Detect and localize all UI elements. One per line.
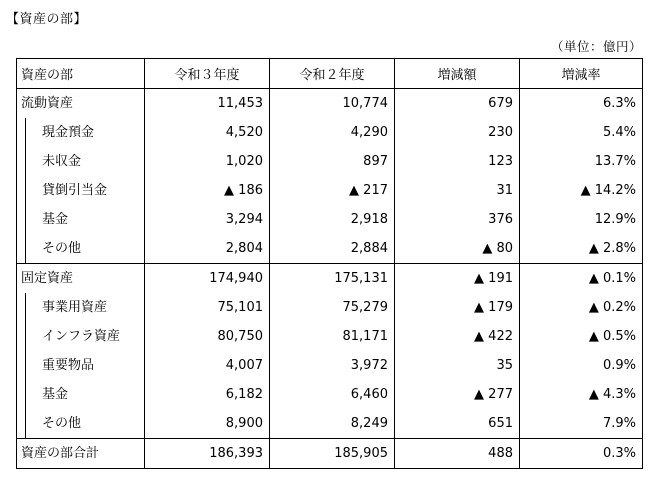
assets-table (16, 58, 643, 469)
header-cell-change-rate: 増減率 (520, 59, 643, 89)
table-row-sub (17, 205, 643, 234)
row-label (17, 322, 145, 351)
value-fy2020: 897 (270, 147, 395, 176)
value-fy2021: 186,393 (145, 439, 270, 469)
value-change-rate: 0.3% (520, 439, 643, 469)
value-fy2021: 80,750 (145, 322, 270, 351)
value-change-amount: 230 (395, 118, 520, 147)
row-label-text: 未収金 (25, 147, 144, 176)
row-label (17, 409, 145, 439)
table-row-sub (17, 147, 643, 176)
value-change-rate: ▲ 14.2% (520, 176, 643, 205)
table-row-sub (17, 409, 643, 439)
value-change-amount: ▲ 179 (395, 293, 520, 322)
value-fy2020: 6,460 (270, 380, 395, 409)
value-change-amount: ▲ 80 (395, 234, 520, 264)
value-fy2021: 4,520 (145, 118, 270, 147)
value-fy2021: 174,940 (145, 264, 270, 294)
row-label-text: インフラ資産 (25, 322, 144, 351)
value-change-rate: 12.9% (520, 205, 643, 234)
row-label-text: 現金預金 (25, 118, 144, 147)
table-row-group (17, 89, 643, 119)
value-change-rate: 13.7% (520, 147, 643, 176)
value-fy2021: ▲ 186 (145, 176, 270, 205)
value-fy2020: 8,249 (270, 409, 395, 439)
value-change-rate: ▲ 4.3% (520, 380, 643, 409)
value-fy2021: 4,007 (145, 351, 270, 380)
value-fy2021: 11,453 (145, 89, 270, 119)
value-change-amount: 31 (395, 176, 520, 205)
value-fy2020: 185,905 (270, 439, 395, 469)
value-change-amount: 123 (395, 147, 520, 176)
row-label-text: その他 (25, 234, 144, 263)
row-label-text: 基金 (25, 205, 144, 234)
row-label (17, 118, 145, 147)
value-change-amount: ▲ 191 (395, 264, 520, 294)
value-change-amount: 35 (395, 351, 520, 380)
header-cell-change-amount: 増減額 (395, 59, 520, 89)
header-cell-category: 資産の部 (17, 59, 145, 89)
section-heading: 【資産の部】 (6, 12, 88, 27)
value-change-rate: ▲ 2.8% (520, 234, 643, 264)
value-fy2020: 10,774 (270, 89, 395, 119)
value-fy2020: 3,972 (270, 351, 395, 380)
table-row-sub (17, 118, 643, 147)
row-label: 固定資産 (17, 264, 145, 294)
table-row-sub (17, 176, 643, 205)
value-fy2020: 75,279 (270, 293, 395, 322)
row-label (17, 293, 145, 322)
unit-note: （単位：億円） (550, 39, 642, 54)
table-row-sub (17, 322, 643, 351)
value-change-amount: ▲ 422 (395, 322, 520, 351)
value-fy2021: 75,101 (145, 293, 270, 322)
value-fy2021: 6,182 (145, 380, 270, 409)
value-fy2020: 2,884 (270, 234, 395, 264)
value-change-rate: 6.3% (520, 89, 643, 119)
table-row-sub (17, 234, 643, 264)
row-label-text: 事業用資産 (25, 293, 144, 322)
header-cell-fy2021: 令和３年度 (145, 59, 270, 89)
row-label: 流動資産 (17, 89, 145, 119)
value-change-amount: 376 (395, 205, 520, 234)
value-fy2021: 8,900 (145, 409, 270, 439)
row-label-text: 重要物品 (25, 351, 144, 380)
row-label-text: その他 (25, 409, 144, 438)
value-change-rate: 7.9% (520, 409, 643, 439)
total-row (17, 439, 643, 469)
value-change-amount: ▲ 277 (395, 380, 520, 409)
row-label-text: 基金 (25, 380, 144, 409)
header-cell-fy2020: 令和２年度 (270, 59, 395, 89)
row-label: 資産の部合計 (17, 439, 145, 469)
value-change-rate: ▲ 0.5% (520, 322, 643, 351)
row-label (17, 147, 145, 176)
table-row-group (17, 264, 643, 294)
value-change-rate: 0.9% (520, 351, 643, 380)
value-fy2020: 81,171 (270, 322, 395, 351)
value-change-rate: ▲ 0.1% (520, 264, 643, 294)
value-fy2021: 3,294 (145, 205, 270, 234)
row-label (17, 176, 145, 205)
value-change-amount: 679 (395, 89, 520, 119)
value-change-amount: 651 (395, 409, 520, 439)
value-change-rate: ▲ 0.2% (520, 293, 643, 322)
table-row-sub (17, 351, 643, 380)
table-row-sub (17, 293, 643, 322)
value-fy2020: 4,290 (270, 118, 395, 147)
value-change-amount: 488 (395, 439, 520, 469)
row-label (17, 205, 145, 234)
table-body (17, 89, 643, 469)
value-change-rate: 5.4% (520, 118, 643, 147)
value-fy2020: 2,918 (270, 205, 395, 234)
value-fy2021: 1,020 (145, 147, 270, 176)
row-label-text: 貸倒引当金 (25, 176, 144, 205)
row-label (17, 234, 145, 264)
header-row (17, 59, 643, 89)
table-row-sub (17, 380, 643, 409)
value-fy2020: ▲ 217 (270, 176, 395, 205)
row-label (17, 380, 145, 409)
row-label (17, 351, 145, 380)
value-fy2020: 175,131 (270, 264, 395, 294)
value-fy2021: 2,804 (145, 234, 270, 264)
